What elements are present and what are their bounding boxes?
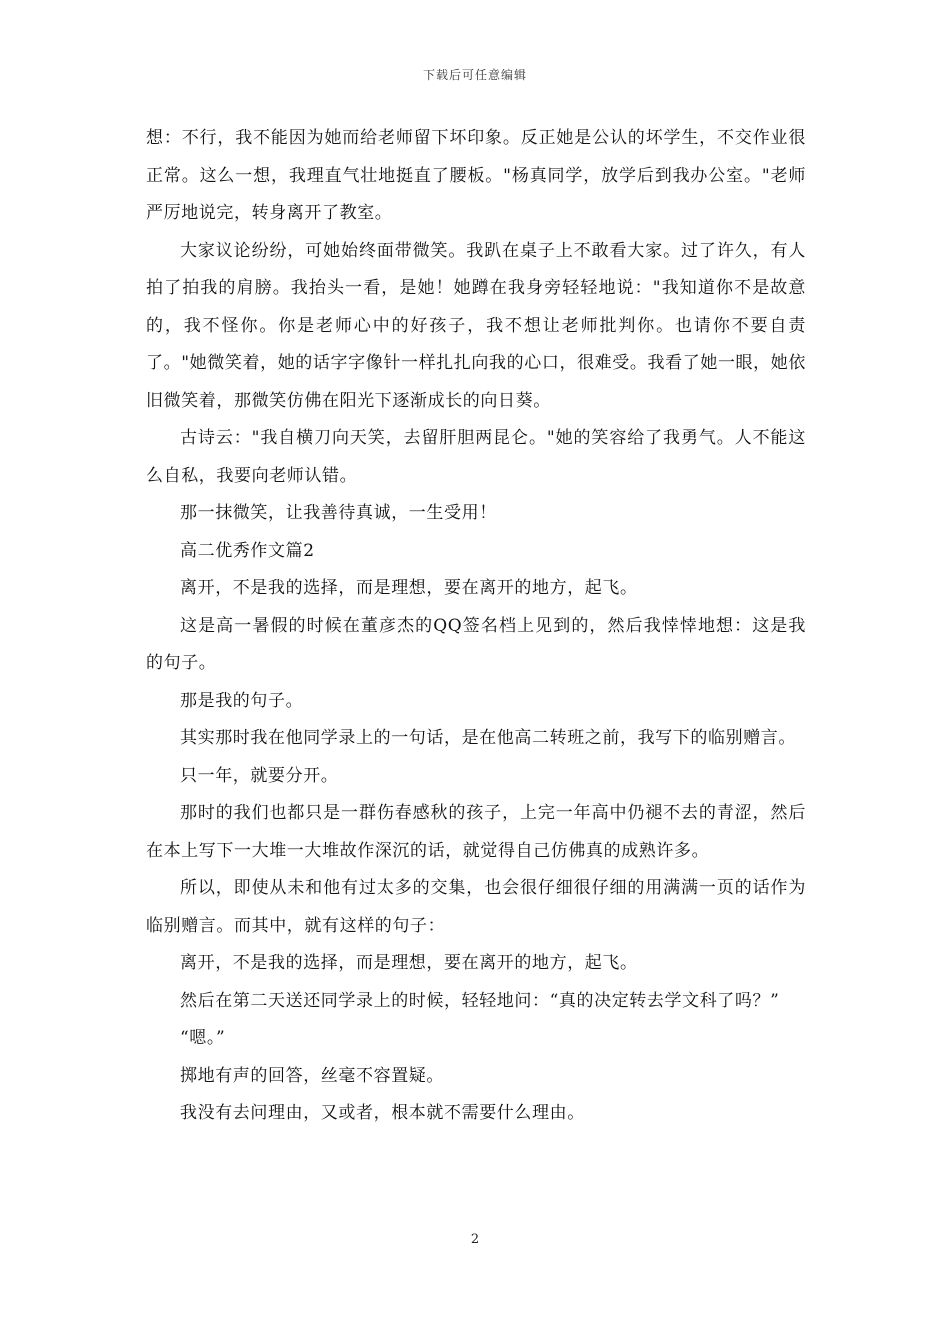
paragraph: 那一抹微笑，让我善待真诚，一生受用！	[180, 503, 497, 523]
paragraph: 那时的我们也都只是一群伤春感秋的孩子，上完一年高中仍褪不去的青涩，然后在本上写下一大堆一大堆故作深沉的话，就觉得自己仿佛真的成熟许多。	[146, 803, 806, 861]
paragraph: 离开，不是我的选择，而是理想，要在离开的地方，起飞。	[180, 578, 638, 598]
paragraph: 我没有去问理由，又或者，根本就不需要什么理由。	[180, 1103, 585, 1123]
page-header: 下载后可任意编辑	[422, 68, 527, 82]
paragraph-continuation: 想：不行，我不能因为她而给老师留下坏印象。反正她是公认的坏学生，不交作业很正常。这么一想，我理直气壮地挺直了腰板。"杨真同学，放学后到我办公室。"老师严厉地说完，转身离开了教室。	[146, 128, 806, 223]
paragraph: “嗯。”	[180, 1028, 226, 1048]
paragraph: 其实那时我在他同学录上的一句话，是在他高二转班之前，我写下的临别赠言。	[180, 728, 796, 748]
paragraph: 这是高一暑假的时候在董彦杰的QQ签名档上见到的，然后我悻悻地想：这是我的句子。	[146, 615, 806, 673]
document-body	[146, 120, 806, 1133]
paragraph: 大家议论纷纷，可她始终面带微笑。我趴在桌子上不敢看大家。过了许久，有人拍了拍我的肩膀。我抬头一看，是她！她蹲在我身旁轻轻地说："我知道你不是故意的，我不怪你。你是老师心中的好孩子，我不想让老师批判你。也请你不要自责了。"她微笑着，她的话字字像针一样扎扎向我的心口，很难受。我看了她一眼，她依旧微笑着，那微笑仿佛在阳光下逐渐成长的向日葵。	[146, 240, 806, 411]
paragraph: 离开，不是我的选择，而是理想，要在离开的地方，起飞。	[180, 953, 638, 973]
paragraph: 那是我的句子。	[180, 690, 304, 711]
section-heading: 高二优秀作文篇2	[180, 540, 315, 561]
paragraph: 古诗云："我自横刀向天笑，去留肝胆两昆仑。"她的笑容给了我勇气。人不能这么自私，我要向老师认错。	[146, 428, 806, 486]
page-number: 2	[470, 1232, 480, 1247]
paragraph: 只一年，就要分开。	[180, 765, 339, 786]
paragraph: 然后在第二天送还同学录上的时候，轻轻地问：“真的决定转去学文科了吗？”	[180, 990, 780, 1011]
paragraph: 所以，即使从未和他有过太多的交集，也会很仔细很仔细的用满满一页的话作为临别赠言。而其中，就有这样的句子：	[146, 878, 806, 936]
paragraph: 掷地有声的回答，丝毫不容置疑。	[180, 1065, 444, 1086]
